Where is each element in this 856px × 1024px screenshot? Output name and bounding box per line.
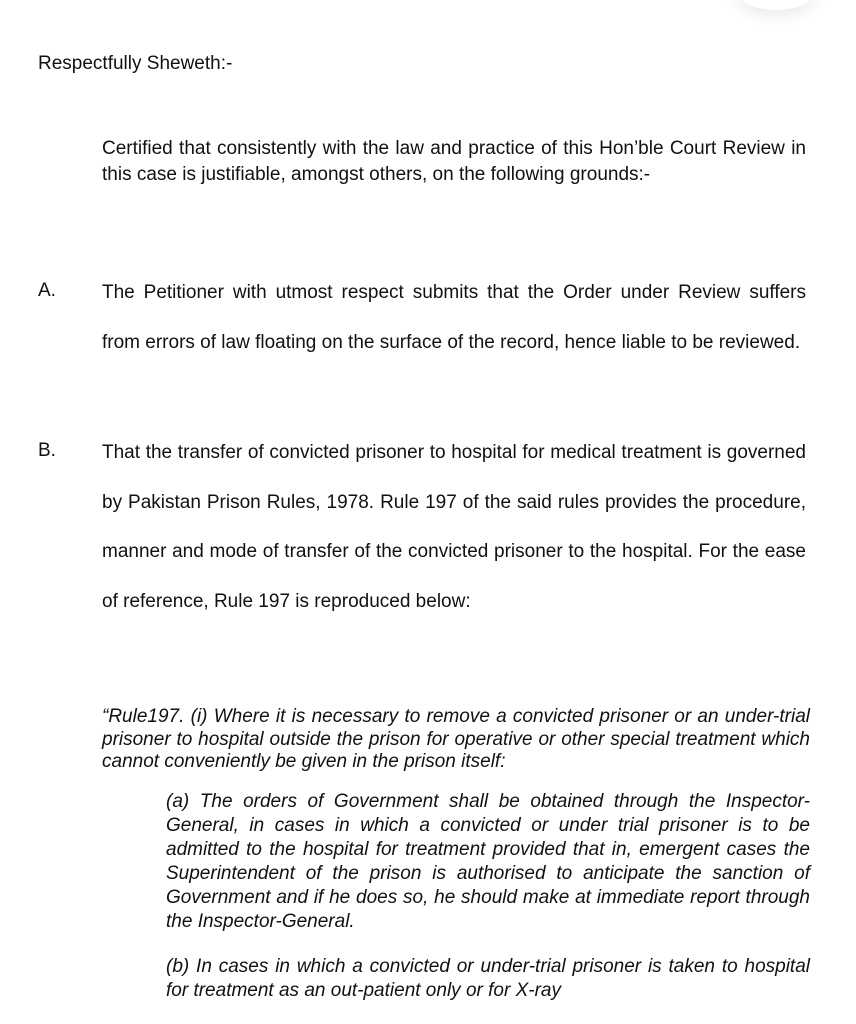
ground-a-text: The Petitioner with utmost respect submits that the Order under Review suffers from errors of law floating on the surface of the record, hence liable to be reviewed. xyxy=(102,282,806,353)
salutation: Respectfully Sheweth:- xyxy=(38,53,233,74)
certificate-paragraph: Certified that consistently with the law and practice of this Hon’ble Court Review in this case is justifiable, amongst others, on the following grounds:- xyxy=(102,138,806,185)
rule-197-quote-intro: “Rule197. (i) Where it is necessary to remove a convicted prisoner or an under-trial prisoner to hospital outside the prison for operative or other special treatment which cannot conveniently be given in the prison itself: xyxy=(102,706,810,772)
rule-197-clause-b: (b) In cases in which a convicted or under-trial prisoner is taken to hospital for treatment as an out-patient only or for X-ray xyxy=(166,956,810,1001)
rule-197-clause-a: (a) The orders of Government shall be obtained through the Inspector-General, in cases in which a convicted or under trial prisoner is to be admitted to the hospital for treatment provided that in, emergent cases the Superintendent of the prison is authorised to anticipate the sanction of Government and if he does so, he should make at immediate report through the Inspector-General. xyxy=(166,791,810,932)
ground-a-marker: A. xyxy=(38,280,56,301)
page-corner-shadow xyxy=(736,0,816,10)
ground-b-marker: B. xyxy=(38,440,56,461)
ground-b-text: That the transfer of convicted prisoner to hospital for medical treatment is governed by Pakistan Prison Rules, 1978. Rule 197 of the said rules provides the procedure, manner and mode of transfer of the convicted prisoner to the hospital. For the ease of reference, Rule 197 is reproduced below: xyxy=(102,442,806,612)
